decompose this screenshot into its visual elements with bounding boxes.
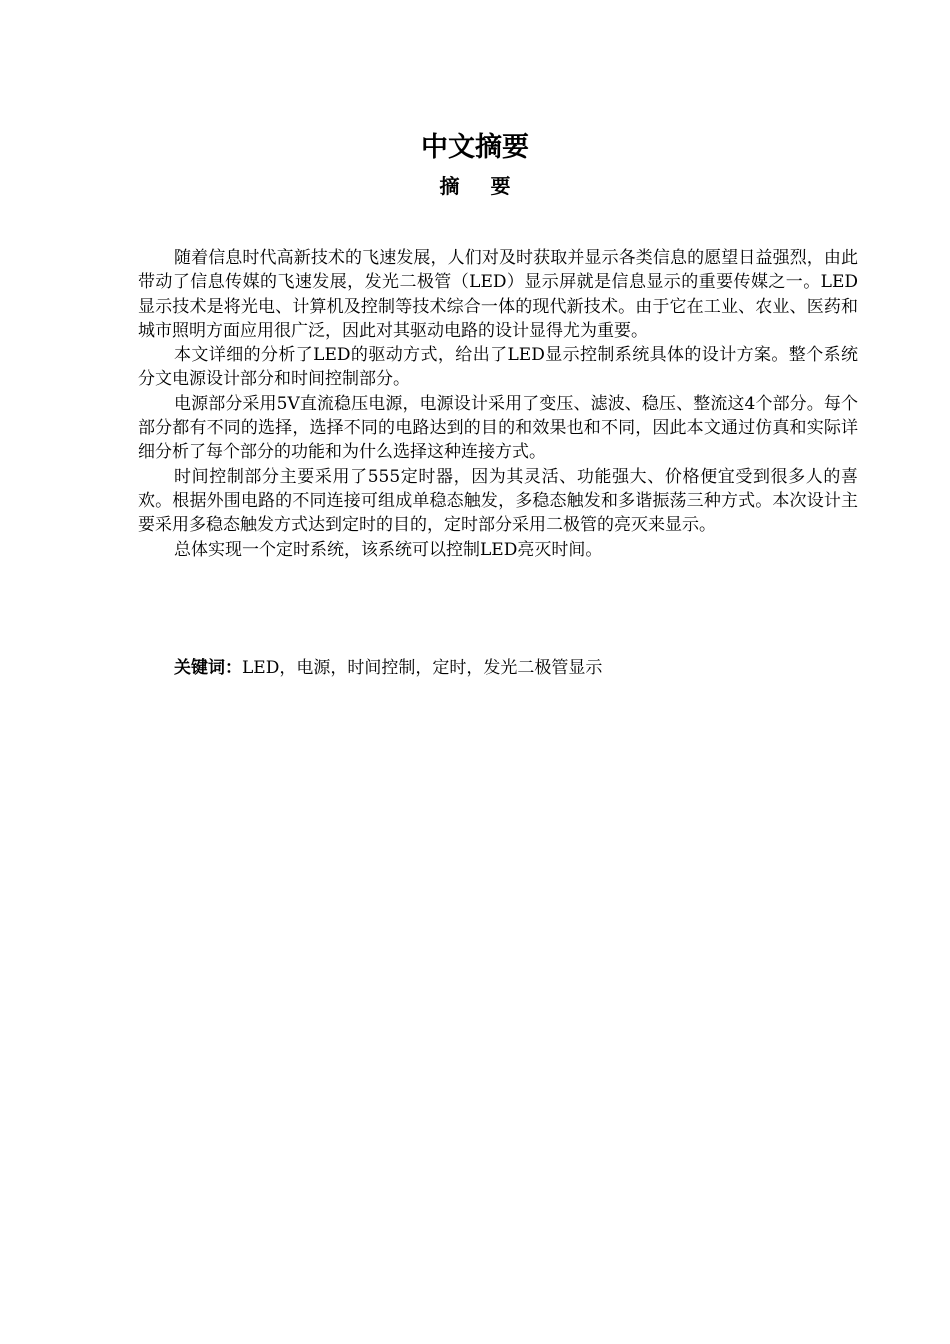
abstract-paragraph-4: 时间控制部分主要采用了555定时器，因为其灵活、功能强大、价格便宜受到很多人的喜欢。根据外围电路的不同连接可组成单稳态触发，多稳态触发和多谐振荡三种方式。本次设计主要采用多稳态触发方式达到定时的目的，定时部分采用二极管的亮灭来显示。	[138, 466, 858, 536]
page-title: 中文摘要	[421, 132, 529, 163]
keywords-line	[174, 656, 858, 680]
abstract-heading: 摘 要	[439, 174, 523, 198]
keywords-text: LED，电源，时间控制，定时，发光二极管显示	[242, 658, 603, 678]
keywords-label: 关键词：	[174, 658, 242, 678]
abstract-body	[138, 246, 858, 562]
abstract-paragraph-5: 总体实现一个定时系统，该系统可以控制LED亮灭时间。	[174, 539, 603, 560]
abstract-paragraph-3: 电源部分采用5V直流稳压电源，电源设计采用了变压、滤波、稳压、整流这4个部分。每个部分都有不同的选择，选择不同的电路达到的目的和效果也和不同，因此本文通过仿真和实际详细分析了每个部分的功能和为什么选择这种连接方式。	[138, 393, 858, 463]
abstract-paragraph-1: 随着信息时代高新技术的飞速发展，人们对及时获取并显示各类信息的愿望日益强烈，由此带动了信息传媒的飞速发展，发光二极管（LED）显示屏就是信息显示的重要传媒之一。LED显示技术是将光电、计算机及控制等技术综合一体的现代新技术。由于它在工业、农业、医药和城市照明方面应用很广泛，因此对其驱动电路的设计显得尤为重要。	[138, 248, 858, 341]
abstract-paragraph-2: 本文详细的分析了LED的驱动方式，给出了LED显示控制系统具体的设计方案。整个系统分文电源设计部分和时间控制部分。	[138, 345, 858, 390]
